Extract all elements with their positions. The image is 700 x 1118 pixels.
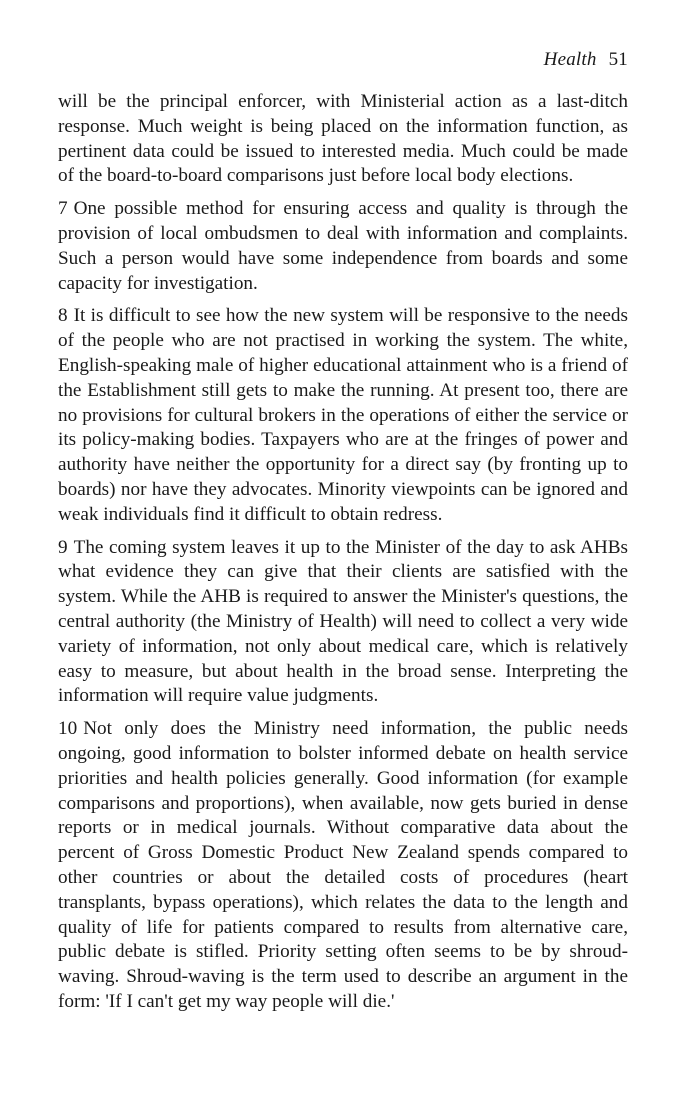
paragraph-continued (58, 90, 628, 189)
paragraph-text: Not only does the Ministry need information, the public needs ongoing, good information to bolster informed debate on health service priorities and health policies generally. Good information (for example comparisons and proportions), when available, now gets buried in dense reports or in medical journals. Without comparative data about the percent of Gross Domestic Product New Zealand spends compared to other countries or about the detailed costs of procedures (heart transplants, bypass operations), which relates the data to the length and quality of life for patients compared to results from alternative care, public debate is stifled. Priority setting often seems to be by shroud-waving. Shroud-waving is the term used to describe an argument in the form: 'If I can't get my way people will die.' (58, 718, 628, 1012)
paragraph-7 (58, 197, 628, 296)
section-title: Health (543, 49, 597, 70)
paragraph-number: 9 (58, 536, 68, 558)
paragraph-9 (58, 536, 628, 710)
page-number: 51 (608, 49, 628, 70)
paragraph-10 (58, 717, 628, 1015)
body-text (58, 90, 628, 1023)
paragraph-number: 10 (58, 718, 78, 740)
paragraph-text: It is difficult to see how the new system will be responsive to the needs of the people who are not practised in working the system. The white, English-speaking male of higher educational attainment who is a friend of the Establishment still gets to make the running. At present too, there are no provisions for cultural brokers in the operations of either the service or its policy-making bodies. Taxpayers who are at the fringes of power and authority have neither the opportunity for a direct say (by fronting up to boards) nor have they advocates. Minority viewpoints can be ignored and weak individuals find it difficult to obtain redress. (58, 305, 628, 525)
paragraph-text: will be the principal enforcer, with Ministerial action as a last-ditch response. Much weight is being placed on the information function, as pertinent data could be issued to interested media. Much could be made of the board-to-board comparisons just before local body elections. (58, 91, 628, 187)
paragraph-text: One possible method for ensuring access and quality is through the provision of local ombudsmen to deal with information and complaints. Such a person would have some independence from boards and some capacity for investigation. (58, 198, 628, 294)
paragraph-number: 7 (58, 198, 68, 220)
running-header (544, 48, 628, 72)
paragraph-number: 8 (58, 305, 68, 327)
paragraph-8 (58, 304, 628, 527)
paragraph-text: The coming system leaves it up to the Minister of the day to ask AHBs what evidence they can give that their clients are satisfied with the system. While the AHB is required to answer the Minister's questions, the central authority (the Ministry of Health) will need to collect a very wide variety of information, not only about medical care, which is relatively easy to measure, but about health in the broad sense. Interpreting the information will require value judgments. (58, 536, 628, 707)
